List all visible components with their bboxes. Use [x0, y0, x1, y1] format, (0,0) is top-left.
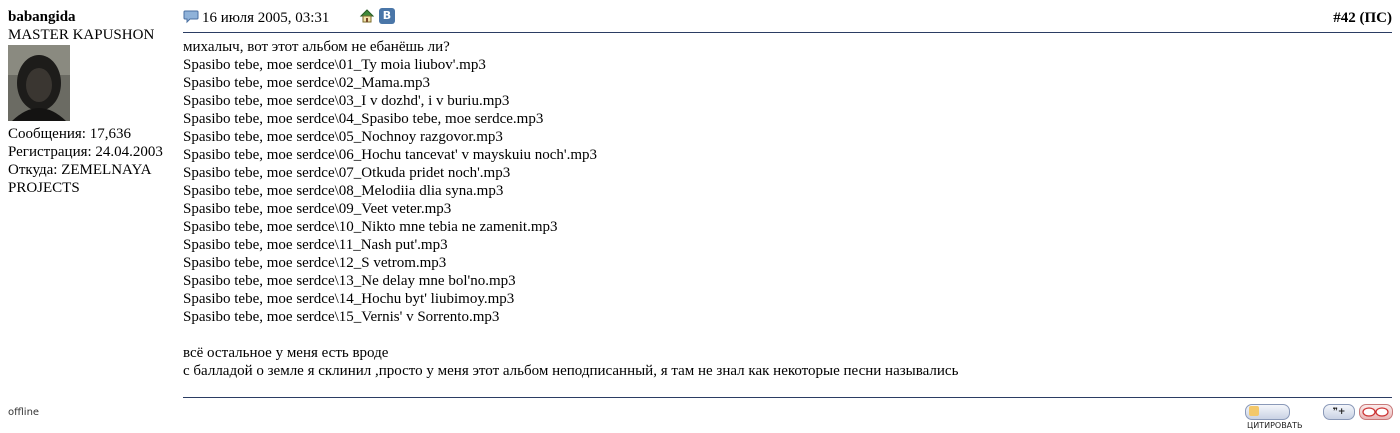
post-line: Spasibo tebe, moe serdce\02_Mama.mp3 — [183, 75, 431, 91]
home-icon[interactable] — [359, 8, 375, 24]
quote-icon — [1249, 406, 1259, 416]
post-line: Spasibo tebe, moe serdce\11_Nash put'.mp3 — [183, 237, 448, 253]
post-line: с балладой о земле я склинил ,просто у меня этот альбом неподписанный, я там не знал как некоторые песни назывались — [183, 363, 959, 379]
post-line: Spasibo tebe, moe serdce\03_I v dozhd', i v buriu.mp3 — [183, 93, 510, 109]
quote-button[interactable] — [1245, 404, 1303, 430]
post-line: Spasibo tebe, moe serdce\08_Melodiia dlia syna.mp3 — [183, 183, 504, 199]
author-posts-count: Сообщения: 17,636 — [8, 126, 131, 142]
online-status: offline — [8, 407, 40, 418]
avatar — [8, 45, 70, 121]
post-line: михалыч, вот этот альбом не ебанёшь ли? — [183, 39, 450, 55]
post-header — [183, 8, 1392, 33]
post-line: Spasibo tebe, moe serdce\13_Ne delay mne bol'no.mp3 — [183, 273, 516, 289]
post-line: Spasibo tebe, moe serdce\10_Nikto mne tebia ne zamenit.mp3 — [183, 219, 558, 235]
post-icon — [183, 10, 199, 24]
post-line: Spasibo tebe, moe serdce\01_Ty moia liubov'.mp3 — [183, 57, 486, 73]
post-line: Spasibo tebe, moe serdce\06_Hochu tancevat' v mayskuiu noch'.mp3 — [183, 147, 598, 163]
report-button[interactable] — [1359, 404, 1393, 420]
post-number-link[interactable]: #42 (ПС) — [1333, 10, 1392, 26]
author-panel — [8, 8, 178, 197]
vk-icon[interactable]: B — [379, 8, 395, 24]
post-line: Spasibo tebe, moe serdce\07_Otkuda pridet noch'.mp3 — [183, 165, 511, 181]
author-registered: Регистрация: 24.04.2003 — [8, 144, 163, 160]
paragraph-gap — [183, 326, 1392, 344]
post-line: Spasibo tebe, moe serdce\15_Vernis' v Sorrento.mp3 — [183, 309, 500, 325]
post-date: 16 июля 2005, 03:31 — [202, 10, 330, 26]
fast-quote-button[interactable]: ❞+ — [1323, 404, 1355, 420]
author-stats — [8, 125, 178, 197]
author-location: Откуда: ZEMELNAYA PROJECTS — [8, 162, 151, 196]
post-footer-divider — [183, 397, 1392, 398]
post-line: всё остальное у меня есть вроде — [183, 345, 389, 361]
post-line: Spasibo tebe, moe serdce\14_Hochu byt' liubimoy.mp3 — [183, 291, 515, 307]
post-body — [183, 38, 1392, 380]
post-line: Spasibo tebe, moe serdce\05_Nochnoy razgovor.mp3 — [183, 129, 503, 145]
quote-button-label: ЦИТИРОВАТЬ — [1247, 421, 1303, 430]
report-icon — [1360, 405, 1392, 419]
author-nickname[interactable]: babangida — [8, 9, 76, 25]
post-line: Spasibo tebe, moe serdce\09_Veet veter.mp3 — [183, 201, 452, 217]
post-line: Spasibo tebe, moe serdce\04_Spasibo tebe, moe serdce.mp3 — [183, 111, 544, 127]
author-rank: MASTER KAPUSHON — [8, 27, 155, 43]
post-line: Spasibo tebe, moe serdce\12_S vetrom.mp3 — [183, 255, 447, 271]
